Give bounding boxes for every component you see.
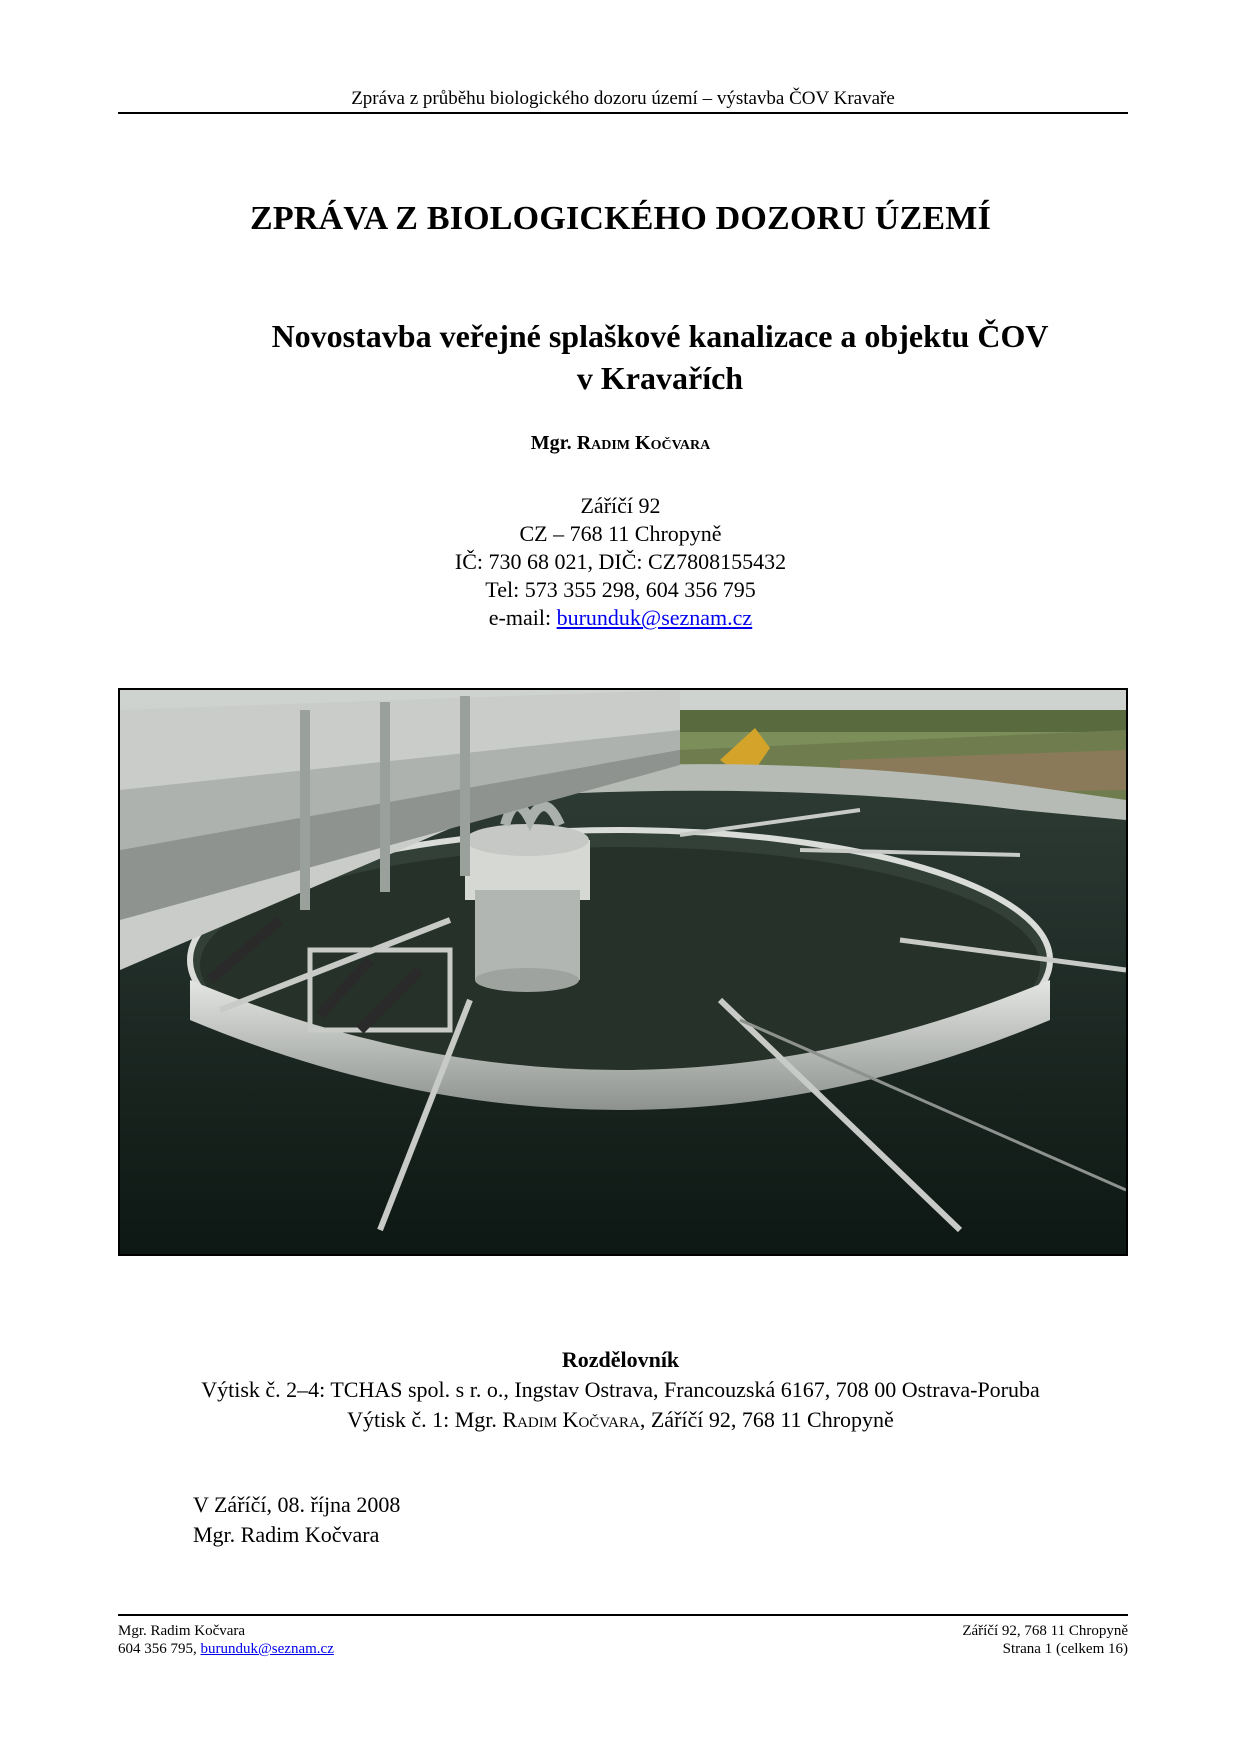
contact-block xyxy=(0,492,1241,632)
footer-rule xyxy=(118,1614,1128,1616)
footer-phone: 604 356 795, xyxy=(118,1641,201,1657)
signoff-name: Mgr. Radim Kočvara xyxy=(193,1522,380,1547)
footer-email-link[interactable]: burunduk@seznam.cz xyxy=(200,1641,334,1657)
email-line xyxy=(0,604,1241,632)
email-label: e-mail: xyxy=(488,605,557,630)
header-rule xyxy=(118,112,1128,114)
footer-right xyxy=(962,1622,1128,1658)
distribution-copy-1-prefix: Výtisk č. 1: Mgr. xyxy=(347,1407,503,1432)
phone-numbers: Tel: 573 355 298, 604 356 795 xyxy=(485,577,756,602)
footer-contact xyxy=(118,1640,334,1658)
address-city: CZ – 768 11 Chropyně xyxy=(519,521,722,546)
distribution-copy-1-suffix: , Záříčí 92, 768 11 Chropyně xyxy=(639,1407,894,1432)
subtitle-line-2: v Kravařích xyxy=(576,360,744,396)
running-header: Zpráva z průběhu biologického dozoru území – výstavba ČOV Kravaře xyxy=(351,88,895,109)
footer-address: Záříčí 92, 768 11 Chropyně xyxy=(962,1623,1128,1639)
author-name: Radim Kočvara xyxy=(576,432,711,454)
document-title: ZPRÁVA Z BIOLOGICKÉHO DOZORU ÚZEMÍ xyxy=(249,200,992,237)
document-subtitle xyxy=(180,315,1140,399)
photo-illustration xyxy=(120,690,1126,1254)
distribution-copy-2-4: Výtisk č. 2–4: TCHAS spol. s r. o., Ingstav Ostrava, Francouzská 6167, 708 00 Ostrava-Poruba xyxy=(201,1377,1040,1402)
distribution-copy-1-name: Radim Kočvara xyxy=(502,1407,640,1432)
distribution-copy-1 xyxy=(0,1405,1241,1435)
wastewater-plant-photo xyxy=(118,688,1128,1256)
signoff-place-date: V Záříčí, 08. října 2008 xyxy=(193,1492,401,1517)
distribution-heading: Rozdělovník xyxy=(561,1347,680,1372)
email-link[interactable]: burunduk@seznam.cz xyxy=(556,605,753,630)
footer-left xyxy=(118,1622,334,1658)
distribution-list xyxy=(0,1345,1241,1435)
page-number: Strana 1 (celkem 16) xyxy=(1002,1641,1128,1657)
subtitle-line-1: Novostavba veřejné splaškové kanalizace a objektu ČOV xyxy=(271,318,1049,354)
author-prefix: Mgr. xyxy=(530,432,577,454)
author-line xyxy=(0,432,1241,455)
company-ids: IČ: 730 68 021, DIČ: CZ7808155432 xyxy=(454,549,787,574)
footer-author: Mgr. Radim Kočvara xyxy=(118,1623,246,1639)
address-street: Záříčí 92 xyxy=(580,493,661,518)
signoff-block xyxy=(193,1490,400,1550)
